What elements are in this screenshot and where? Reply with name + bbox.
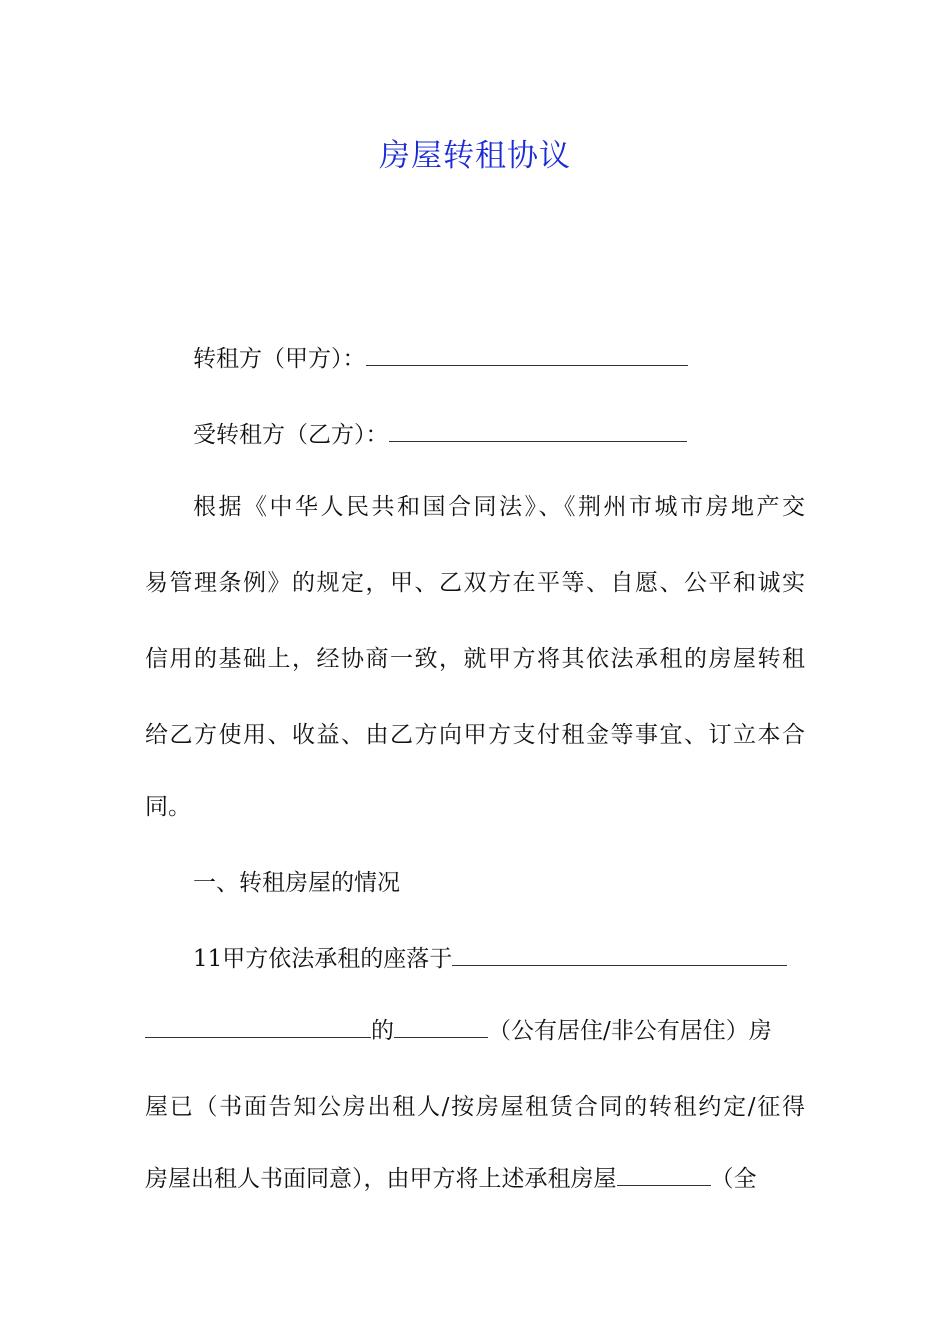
intro-line-4: 给乙方使用、收益、由乙方向甲方支付租金等事宜、订立本合 xyxy=(145,722,805,748)
clause-1-1-prefix: 11甲方依法承租的座落于 xyxy=(193,946,453,972)
party-a-line xyxy=(193,343,853,375)
party-a-label: 转租方（甲方）： xyxy=(193,346,366,372)
intro-line-1: 根据《中华人民共和国合同法》、《荆州市城市房地产交 xyxy=(193,494,805,520)
party-b-label: 受转租方（乙方）： xyxy=(193,422,389,448)
clause-1-1-line-3: 屋已（书面告知公房出租人/按房屋租赁合同的转租约定/征得 xyxy=(145,1094,805,1120)
intro-line-5: 同。 xyxy=(145,794,191,820)
party-b-blank[interactable] xyxy=(389,419,687,442)
clause-line-4-prefix: 房屋出租人书面同意），由甲方将上述承租房屋 xyxy=(145,1166,617,1192)
sublease-scope-blank[interactable] xyxy=(617,1163,711,1186)
housing-type-blank[interactable] xyxy=(394,1015,488,1038)
address-blank[interactable] xyxy=(452,943,787,966)
address-blank-continued[interactable] xyxy=(145,1015,371,1038)
intro-line-2: 易管理条例》的规定，甲、乙双方在平等、自愿、公平和诚实 xyxy=(145,570,805,596)
party-b-line xyxy=(193,419,853,451)
clause-1-1-line-1 xyxy=(193,943,853,975)
intro-line-3: 信用的基础上，经协商一致，就甲方将其依法承租的房屋转租 xyxy=(145,646,805,672)
clause-line-4-suffix: （全 xyxy=(710,1166,757,1192)
clause-1-1-line-4 xyxy=(145,1163,805,1195)
section-1-heading: 一、转租房屋的情况 xyxy=(193,870,400,896)
document-title: 房屋转租协议 xyxy=(379,138,571,174)
clause-1-1-line-2 xyxy=(145,1015,805,1047)
clause-de-text: 的 xyxy=(371,1018,394,1044)
housing-type-options: （公有居住/非公有居住）房 xyxy=(488,1018,772,1044)
party-a-blank[interactable] xyxy=(366,343,688,366)
